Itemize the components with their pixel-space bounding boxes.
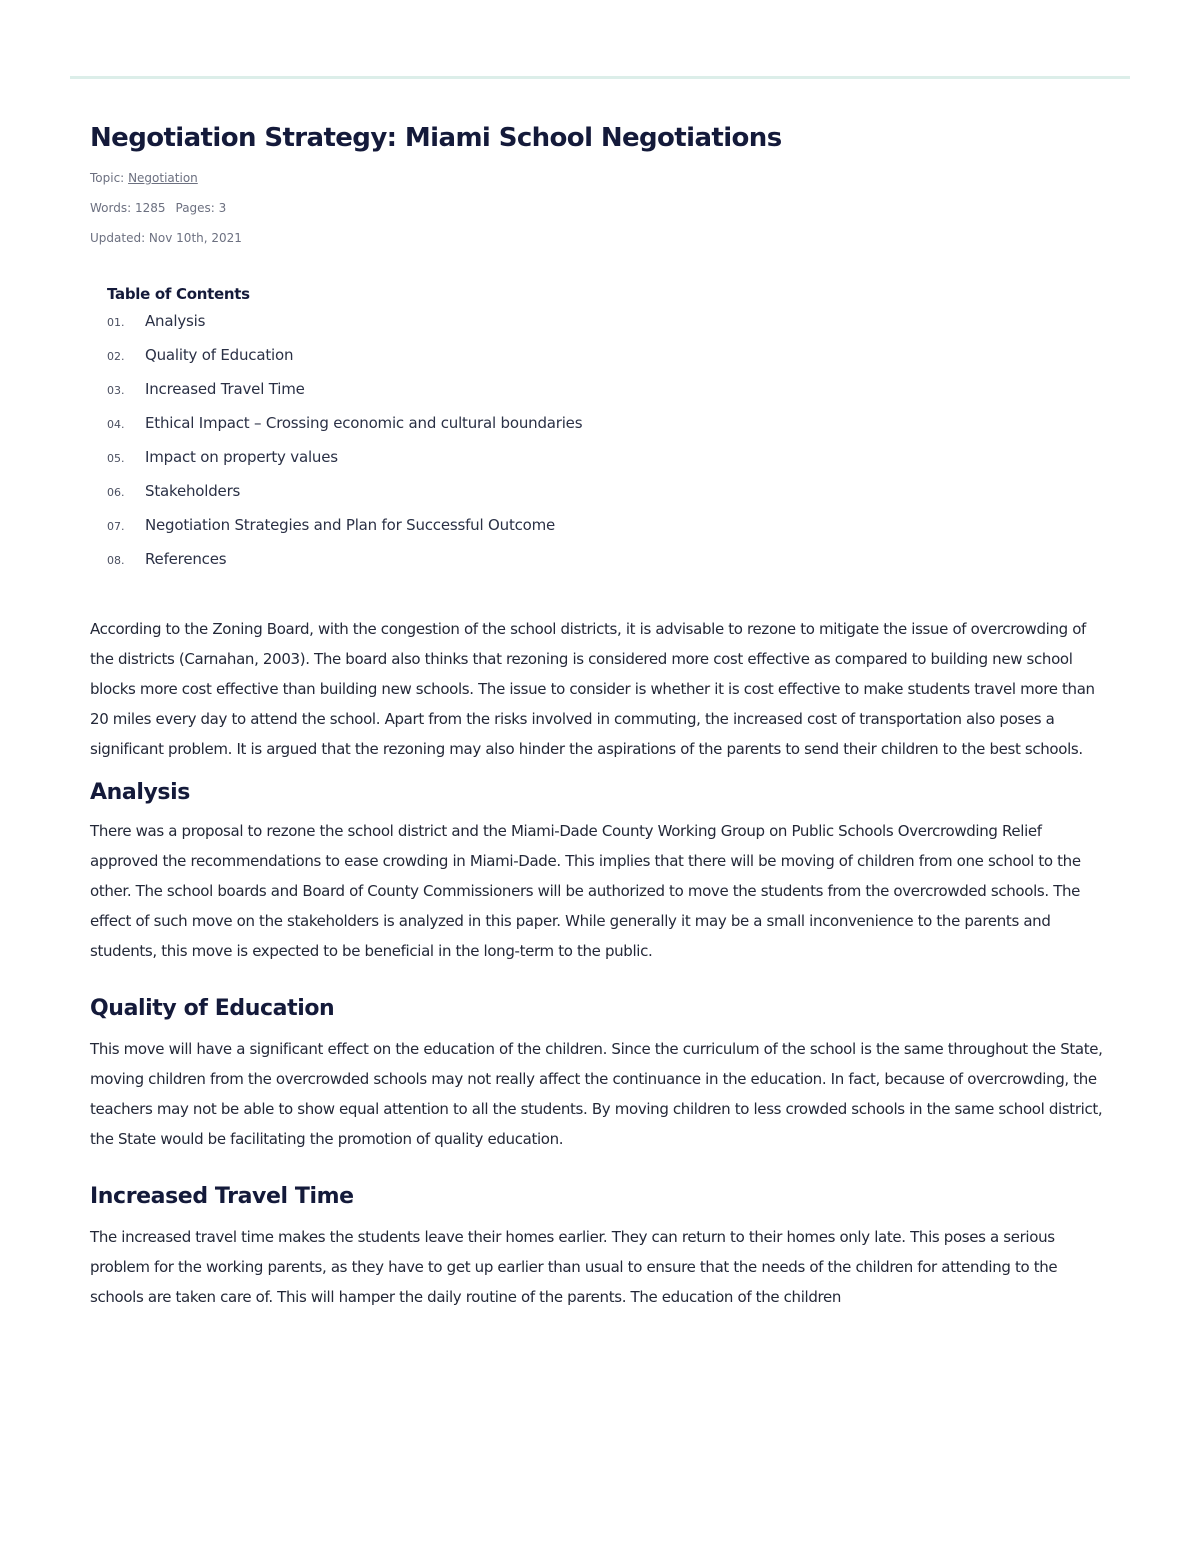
top-divider <box>70 76 1130 79</box>
toc-link[interactable]: Impact on property values <box>145 448 338 466</box>
toc-number: 06. <box>107 486 125 499</box>
toc-number: 02. <box>107 350 125 363</box>
toc-link[interactable]: Negotiation Strategies and Plan for Successful Outcome <box>145 516 556 534</box>
analysis-paragraph: There was a proposal to rezone the school district and the Miami-Dade County Working Group on Public Schools Overcrowding Relief approved the recommendations to ease crowding in Miami-Dade. This implies that there will be moving of children from one school to the other. The school boards and Board of County Commissioners will be authorized to move the students from the overcrowded schools. The effect of such move on the stakeholders is analyzed in this paper. While generally it may be a small inconvenience to the parents and students, this move is expected to be beneficial in the long-term to the public. <box>90 822 1081 960</box>
topic-link[interactable]: Negotiation <box>128 171 198 185</box>
travel-paragraph: The increased travel time makes the students leave their homes earlier. They can return to their homes only late. This poses a serious problem for the working parents, as they have to get up earlier than usual to ensure that the needs of the children for attending to the schools are taken care of. This will hamper the daily routine of the parents. The education of the children <box>90 1228 1058 1306</box>
toc-item-ethical-impact[interactable] <box>107 414 1112 448</box>
toc-link[interactable]: Stakeholders <box>145 482 241 500</box>
toc-link[interactable]: Increased Travel Time <box>145 380 305 398</box>
toc-number: 08. <box>107 554 125 567</box>
toc-link[interactable]: Ethical Impact – Crossing economic and cultural boundaries <box>145 414 583 432</box>
toc-item-quality-of-education[interactable] <box>107 346 1112 380</box>
toc-item-increased-travel-time[interactable] <box>107 380 1112 414</box>
toc-link[interactable]: References <box>145 550 227 568</box>
toc-number: 01. <box>107 316 125 329</box>
table-of-contents <box>107 284 1112 584</box>
section-heading-increased-travel-time: Increased Travel Time <box>90 1184 354 1209</box>
page-title: Negotiation Strategy: Miami School Negotiations <box>90 123 782 153</box>
word-count: Words: 1285 <box>90 201 166 215</box>
toc-item-references[interactable] <box>107 550 1112 584</box>
page-count: Pages: 3 <box>175 201 227 215</box>
updated-date: Updated: Nov 10th, 2021 <box>90 231 242 245</box>
toc-link[interactable]: Analysis <box>145 312 206 330</box>
article <box>90 118 1112 1312</box>
toc-title: Table of Contents <box>107 285 250 303</box>
section-heading-quality-of-education: Quality of Education <box>90 996 335 1021</box>
toc-item-stakeholders[interactable] <box>107 482 1112 516</box>
intro-paragraph: According to the Zoning Board, with the congestion of the school districts, it is advisable to rezone to mitigate the issue of overcrowding of the districts (Carnahan, 2003). The board also thinks that rezoning is considered more cost effective as compared to building new school blocks more cost effective than building new schools. The issue to consider is whether it is cost effective to make students travel more than 20 miles every day to attend the school. Apart from the risks involved in commuting, the increased cost of transportation also poses a significant problem. It is argued that the rezoning may also hinder the aspirations of the parents to send their children to the best schools. <box>90 620 1095 758</box>
toc-number: 05. <box>107 452 125 465</box>
toc-number: 07. <box>107 520 125 533</box>
stats-line <box>90 200 1112 216</box>
quality-paragraph: This move will have a significant effect on the education of the children. Since the curriculum of the school is the same throughout the State, moving children from the overcrowded schools may not really affect the continuance in the education. In fact, because of overcrowding, the teachers may not be able to show equal attention to all the students. By moving children to less crowded schools in the same school district, the State would be facilitating the promotion of quality education. <box>90 1040 1103 1148</box>
section-heading-analysis: Analysis <box>90 780 190 805</box>
topic-label: Topic: <box>90 171 125 185</box>
toc-item-property-values[interactable] <box>107 448 1112 482</box>
toc-number: 03. <box>107 384 125 397</box>
toc-number: 04. <box>107 418 125 431</box>
toc-item-analysis[interactable] <box>107 312 1112 346</box>
toc-link[interactable]: Quality of Education <box>145 346 294 364</box>
toc-item-negotiation-strategies[interactable] <box>107 516 1112 550</box>
topic-line <box>90 170 1112 186</box>
toc-list <box>107 312 1112 584</box>
